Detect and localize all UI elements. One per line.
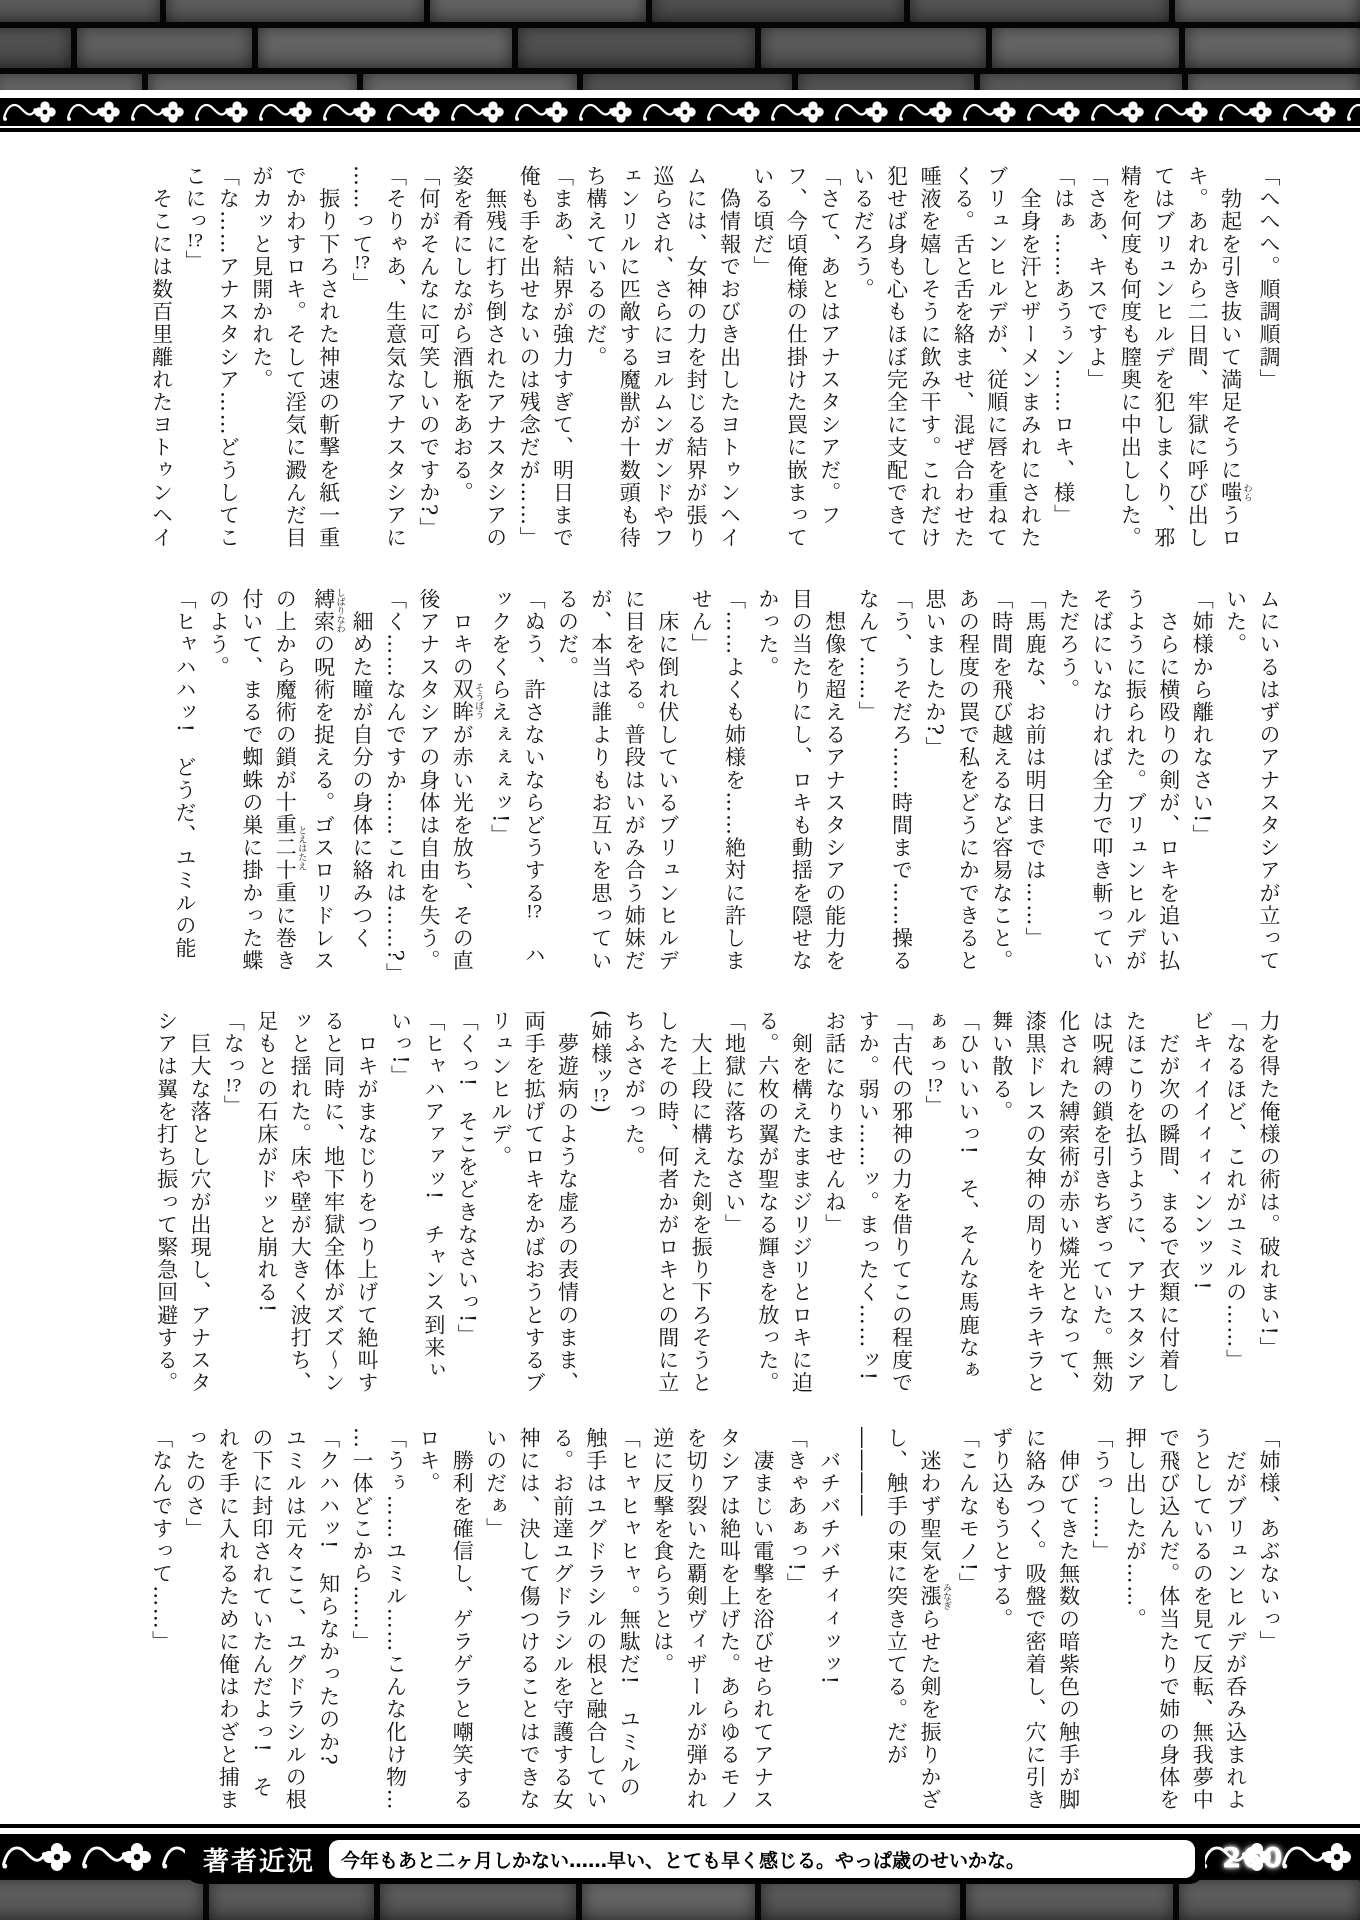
flower-vine-ornament-icon bbox=[384, 99, 448, 125]
flower-vine-ornament-icon bbox=[256, 99, 320, 125]
flower-vine-ornament-icon bbox=[0, 99, 64, 125]
text-column: 巨大な落とし穴が出現し、アナスタ bbox=[188, 1010, 212, 1395]
text-column: ただろう。 bbox=[1056, 588, 1081, 701]
text-column: こにっ!?」 bbox=[183, 165, 207, 273]
text-column: る。六枚の翼が聖なる輝きを放った。 bbox=[755, 1010, 780, 1395]
text-column: 力を得た俺様の術は。破れまい!」 bbox=[1257, 1010, 1281, 1360]
brick-texture-top bbox=[0, 0, 1360, 90]
text-column: 「馬鹿な、お前は明日までは……」 bbox=[1023, 588, 1048, 950]
text-column: いる頃だ」 bbox=[750, 165, 775, 278]
text-column: 「ヒャヒャヒャ。無駄だ! ユミルの bbox=[617, 1427, 642, 1799]
text-column: そこには数百里離れたヨトゥンヘイ bbox=[149, 165, 174, 550]
brick bbox=[992, 28, 1179, 68]
text-band-4 bbox=[144, 1427, 1285, 1819]
text-column: ると同時に、地下牢獄全体がズズ〜ン bbox=[321, 1010, 346, 1395]
text-column: 後アナスタシアの身体は自由を失う。 bbox=[416, 588, 441, 973]
text-column: 「何がそんなに可笑しいのですか?」 bbox=[416, 165, 441, 540]
text-column: 漆黒ドレスの女神の周りをキラキラと bbox=[1023, 1010, 1048, 1395]
text-column: は呪縛の鎖を引きちぎっていた。無効 bbox=[1089, 1010, 1114, 1395]
flower-vine-ornament-icon bbox=[320, 99, 384, 125]
text-column: 姿を肴にしながら酒瓶をあおる。 bbox=[450, 165, 475, 504]
text-column: 神には、決して傷つけることはできな bbox=[517, 1427, 542, 1812]
text-column: ユミルは元々ここ、ユグドラシルの根 bbox=[283, 1427, 308, 1812]
flower-vine-ornament-icon bbox=[640, 99, 704, 125]
brick-row bbox=[0, 28, 1360, 68]
text-band-3 bbox=[149, 1010, 1285, 1402]
text-column: リュンヒルデ。 bbox=[488, 1010, 513, 1169]
text-column: 迷わず聖気を漲 みなぎらせた剣を振りかざ bbox=[917, 1427, 951, 1812]
author-note-box bbox=[329, 1840, 1195, 1878]
text-column: さらに横殴りの剣が、ロキを追い払 bbox=[1156, 588, 1181, 973]
brick bbox=[1188, 74, 1360, 90]
flower-vine-ornament-icon bbox=[0, 1840, 80, 1874]
text-column: れを手に入れるために俺はわざと捕ま bbox=[216, 1427, 241, 1812]
text-column: ったのさ」 bbox=[183, 1427, 207, 1540]
author-news-box bbox=[185, 1834, 1205, 1884]
brick bbox=[761, 1880, 959, 1920]
text-column: に目をやる。普段はいがみ合う姉妹だ bbox=[622, 588, 647, 973]
text-column: が、本当は誰よりもお互いを思ってい bbox=[588, 588, 613, 973]
page-number: 260 bbox=[1222, 1841, 1284, 1874]
text-column: 振り下ろされた神速の斬撃を紙一重 bbox=[316, 165, 341, 550]
flower-vine-ornament-icon bbox=[832, 99, 896, 125]
brick bbox=[980, 74, 1182, 90]
text-column: 全身を汗とザーメンまみれにされた bbox=[1018, 165, 1043, 550]
text-column: 唾液を嬉しそうに飲み干す。これだけ bbox=[917, 165, 942, 550]
text-column: 「さあ、キスですよ」 bbox=[1084, 165, 1109, 391]
text-column: 「くっ! そこをどきなさいっ!」 bbox=[455, 1010, 480, 1347]
flower-vine-ornament-icon bbox=[1024, 99, 1088, 125]
text-column: 目の当たりにし、ロキも動揺を隠せな bbox=[789, 588, 814, 973]
divider-rule-top bbox=[0, 128, 1360, 132]
text-column: ムには、女神の力を封じる結界が張り bbox=[684, 165, 709, 550]
flower-vine-ornament-icon bbox=[768, 99, 832, 125]
text-column: 両手を拡げてロキをかばおうとするブ bbox=[522, 1010, 547, 1395]
text-column: 化された縛索術が赤い燐光となって、 bbox=[1056, 1010, 1081, 1395]
flower-vine-ornament-icon bbox=[64, 99, 128, 125]
text-column: うとしているのを見て反転、無我夢中 bbox=[1190, 1427, 1215, 1812]
text-column: したその時、何者かがロキとの間に立 bbox=[655, 1010, 680, 1395]
text-column: のよう。 bbox=[206, 588, 231, 679]
flower-vine-ornament-icon bbox=[960, 99, 1024, 125]
text-column: 「ヒャハハッ! どうだ、ユミルの能 bbox=[173, 588, 197, 960]
text-column: 「……よくも姉様を……絶対に許しま bbox=[722, 588, 747, 973]
flower-vine-ornament-icon bbox=[1344, 99, 1360, 125]
brick bbox=[77, 28, 252, 68]
brick bbox=[0, 74, 142, 90]
text-column: せん」 bbox=[689, 588, 714, 656]
text-column: 勃起を引き抜いて満足そうに嗤 わらうロ bbox=[1218, 165, 1252, 550]
text-column: 「うっ……」 bbox=[1089, 1427, 1114, 1563]
text-column: 舞い散る。 bbox=[989, 1010, 1014, 1123]
text-column: ぁぁっ!?」 bbox=[922, 1010, 947, 1118]
text-column: 「そりゃあ、生意気なアナスタシアに bbox=[383, 165, 408, 550]
text-column: キ。あれから二日間、牢獄に呼び出し bbox=[1185, 165, 1210, 550]
text-column: 細めた瞳が自分の身体に絡みつく bbox=[350, 588, 375, 950]
text-column: …一体どこから……」 bbox=[350, 1427, 375, 1653]
text-column: るのだ。 bbox=[555, 588, 580, 679]
text-column: 俺も手を出せないのは残念だが……」 bbox=[517, 165, 542, 550]
text-column: 「ひいいいっ! そ、そんな馬鹿なぁ bbox=[956, 1010, 981, 1382]
flower-vine-ornament-icon bbox=[1216, 99, 1280, 125]
text-column: 「こんなモノ!」 bbox=[956, 1427, 981, 1596]
text-column: たほこりを払うように、アナスタシア bbox=[1123, 1010, 1148, 1395]
text-column: うように振られた。ブリュンヒルデが bbox=[1123, 588, 1148, 973]
brick bbox=[363, 74, 578, 90]
brick bbox=[148, 74, 357, 90]
text-column: バチバチバチィィッッ! bbox=[817, 1427, 842, 1686]
text-column: かった。 bbox=[755, 588, 780, 679]
flower-vine-ornament-icon bbox=[192, 99, 256, 125]
tate-chu-yoko: !? bbox=[187, 232, 203, 250]
brick bbox=[430, 0, 646, 22]
text-column: 足もとの石床がドッと崩れる! bbox=[254, 1010, 279, 1314]
text-column: ロキ。 bbox=[416, 1427, 441, 1495]
brick-row bbox=[0, 0, 1360, 22]
text-column: 逆に反撃を食らうとは。 bbox=[650, 1427, 675, 1676]
text-column: 「なっ!?」 bbox=[221, 1010, 246, 1118]
brick bbox=[0, 1880, 203, 1920]
flower-vine-ornament-icon bbox=[576, 99, 640, 125]
text-column: 大上段に構えた剣を振り下ろそうと bbox=[689, 1010, 714, 1395]
text-column: の下に封印されていたんだよっ! そ bbox=[249, 1427, 274, 1799]
text-column: ずり込もうとする。 bbox=[989, 1427, 1014, 1631]
text-column: 「なるほど、これがユミルの……」 bbox=[1223, 1010, 1248, 1372]
text-column: くる。舌と舌を絡ませ、混ぜ合わせた bbox=[951, 165, 976, 550]
text-column: いた。 bbox=[1223, 588, 1248, 656]
brick bbox=[910, 0, 1169, 22]
text-column: ロキがまなじりをつり上げて絶叫す bbox=[355, 1010, 380, 1395]
text-column: に絡みつく。吸盤で密着し、穴に引き bbox=[1023, 1427, 1048, 1812]
text-column: 「クハハッ! 知らなかったのか? bbox=[316, 1427, 341, 1767]
brick bbox=[966, 1880, 1173, 1920]
text-column: すか。弱い……ッ。まったく……ッ! bbox=[856, 1010, 881, 1382]
text-column: 「な……アナスタシア……どうしてこ bbox=[216, 165, 241, 550]
text-column: そばにいなければ全力で叩き斬ってい bbox=[1089, 588, 1114, 973]
brick bbox=[1185, 28, 1360, 68]
text-column: ―――― bbox=[851, 1427, 876, 1518]
text-column: 無残に打ち倒されたアナスタシアの bbox=[483, 165, 508, 550]
text-column: 「まあ、結界が強力すぎて、明日まで bbox=[550, 165, 575, 550]
text-column: ビキィイイィィィンンッッ! bbox=[1190, 1010, 1215, 1292]
text-column: 「古代の邪神の力を借りてこの程度で bbox=[889, 1010, 914, 1395]
text-column: 「う、うそだろ……時間まで……操る bbox=[889, 588, 914, 973]
brick bbox=[582, 1880, 755, 1920]
tate-chu-yoko: !? bbox=[592, 1087, 609, 1105]
text-column: 「姉様から離れなさい!」 bbox=[1190, 588, 1215, 847]
text-band-2 bbox=[168, 588, 1285, 986]
text-column: シアは翼を打ち振って緊急回避する。 bbox=[154, 1010, 179, 1395]
brick bbox=[1175, 0, 1360, 22]
text-column: いっ!」 bbox=[388, 1010, 413, 1088]
brick bbox=[166, 0, 424, 22]
flower-vine-ornament-icon bbox=[512, 99, 576, 125]
text-column: 「姉様、あぶないっ」 bbox=[1257, 1427, 1281, 1653]
text-column: 精を何度も何度も膣奥に中出しした。 bbox=[1118, 165, 1143, 550]
text-column: 「はぁ……あうぅン……ロキ、様」 bbox=[1051, 165, 1076, 527]
brick bbox=[518, 28, 755, 68]
brick bbox=[0, 0, 160, 22]
text-column: いるだろう。 bbox=[851, 165, 876, 301]
text-band-1 bbox=[144, 165, 1285, 557]
brick bbox=[1179, 1880, 1360, 1920]
brick bbox=[761, 28, 986, 68]
text-column: 伸びてきた無数の暗紫色の触手が脚 bbox=[1056, 1427, 1081, 1812]
flower-vine-ornament-icon bbox=[448, 99, 512, 125]
text-column: 犯せば身も心もほぼ完全に支配できて bbox=[884, 165, 909, 550]
brick bbox=[798, 74, 974, 90]
text-column: 「く……なんですか……これは……?」 bbox=[383, 588, 408, 986]
text-column: し、触手の束に突き立てる。だが bbox=[884, 1427, 909, 1766]
text-column: 想像を超えるアナスタシアの能力を bbox=[822, 588, 847, 973]
text-column: ちふさがった。 bbox=[622, 1010, 647, 1169]
text-column: 縛索 しばりなわの呪術を捉える。ゴスロリドレス bbox=[311, 588, 345, 973]
text-column: ェンリルに匹敵する魔獣が十数頭も待 bbox=[617, 165, 642, 550]
tate-chu-yoko: !? bbox=[526, 904, 543, 922]
brick bbox=[380, 1880, 576, 1920]
text-column: ックをくらえぇぇぇッ!」 bbox=[488, 588, 513, 847]
text-column: 「きゃあぁっ!」 bbox=[784, 1427, 809, 1596]
text-column: 触手はユグドラシルの根と融合してい bbox=[583, 1427, 608, 1812]
brick bbox=[583, 74, 792, 90]
text-column: 「時間を飛び越えるなど容易なこと。 bbox=[989, 588, 1014, 973]
flower-vine-ornament-icon bbox=[1280, 1840, 1360, 1874]
text-column: でかわすロキ。そして淫気に澱んだ目 bbox=[283, 165, 308, 550]
text-column: 凄まじい電撃を浴びせられてアナス bbox=[750, 1427, 775, 1812]
text-column: 巡らされ、さらにヨルムンガンドやフ bbox=[650, 165, 675, 550]
text-column: ッと揺れた。床や壁が大きく波打ち、 bbox=[288, 1010, 313, 1395]
divider-rule-bottom bbox=[0, 1824, 1360, 1828]
flower-vine-ornament-icon bbox=[1280, 99, 1344, 125]
author-news-label: 著者近況 bbox=[203, 1846, 316, 1877]
flower-vine-ornament-icon bbox=[1152, 99, 1216, 125]
brick bbox=[0, 28, 71, 68]
text-column: あの程度の罠で私をどうにかできると bbox=[956, 588, 981, 973]
text-column: 夢遊病のような虚ろの表情のまま、 bbox=[555, 1010, 580, 1395]
brick bbox=[209, 1880, 375, 1920]
brick bbox=[652, 0, 904, 22]
text-column: ……って!?」 bbox=[350, 165, 375, 296]
brick bbox=[258, 28, 512, 68]
text-column: ロキの双眸 そうぼうが赤い光を放ち、その直 bbox=[450, 588, 484, 973]
text-column: お話になりませんね」 bbox=[822, 1010, 847, 1236]
text-column: 「ヒャハアァァッ! チャンス到来ぃ bbox=[421, 1010, 446, 1382]
brick-row bbox=[0, 1880, 1360, 1920]
flower-vine-ornament-icon bbox=[80, 1840, 160, 1874]
text-column: だがブリュンヒルデが呑み込まれよ bbox=[1223, 1427, 1248, 1812]
text-column: なんて……」 bbox=[856, 588, 881, 724]
text-column: 「さて、あとはアナスタシアだ。フ bbox=[817, 165, 842, 527]
text-column: で飛び込んだ。体当たりで姉の身体を bbox=[1156, 1427, 1181, 1812]
text-column: 勝利を確信し、ゲラゲラと嘲笑する bbox=[450, 1427, 475, 1812]
text-column: ち構えているのだ。 bbox=[583, 165, 608, 369]
flower-vine-ornament-icon bbox=[1088, 99, 1152, 125]
text-column: 思いましたか?」 bbox=[922, 588, 947, 760]
flower-vine-ornament-icon bbox=[896, 99, 960, 125]
text-column: だが次の瞬間、まるで衣類に付着し bbox=[1156, 1010, 1181, 1395]
text-column: の上から魔術の鎖が十重二十重 とえはたえに巻き bbox=[273, 588, 307, 973]
text-column: 剣を構えたままジリジリとロキに迫 bbox=[789, 1010, 814, 1395]
text-column: 「ぬう、許さないならどうする!? ハ bbox=[522, 588, 547, 967]
tate-chu-yoko: !? bbox=[926, 1077, 943, 1095]
text-column: 押し出したが……。 bbox=[1123, 1427, 1148, 1631]
text-column: 付いて、まるで蜘蛛の巣に掛かった蝶 bbox=[239, 588, 264, 973]
text-column: タシアは絶叫を上げた。あらゆるモノ bbox=[717, 1427, 742, 1812]
text-column: てはブリュンヒルデを犯しまくり、邪 bbox=[1151, 165, 1176, 550]
text-column: フ、今頃俺様の仕掛けた罠に嵌まって bbox=[784, 165, 809, 550]
ornament-border-top bbox=[0, 94, 1360, 128]
text-column: 「地獄に落ちなさい」 bbox=[722, 1010, 747, 1236]
text-column: を切り裂いた覇剣ヴィザールが弾かれ bbox=[684, 1427, 709, 1812]
text-column: 「へへへ。順調順調」 bbox=[1257, 165, 1281, 391]
text-column: 床に倒れ伏しているブリュンヒルデ bbox=[655, 588, 680, 973]
brick-row bbox=[0, 74, 1360, 90]
tate-chu-yoko: !? bbox=[354, 255, 370, 273]
text-column: 偽情報でおびき出したヨトゥンヘイ bbox=[717, 165, 742, 550]
text-column: いのだぁ」 bbox=[483, 1427, 508, 1540]
author-note-text: 今年もあと二ヶ月しかない……早い、とても早く感じる。やっぱ歳のせいかな。 bbox=[341, 1849, 1026, 1872]
text-column: ブリュンヒルデが、従順に唇を重ねて bbox=[984, 165, 1009, 550]
flower-vine-ornament-icon bbox=[704, 99, 768, 125]
text-column: 「なんですって……」 bbox=[149, 1427, 174, 1653]
text-column: 「うぅ……ユミル……こんな化け物… bbox=[383, 1427, 408, 1812]
text-column: ムにいるはずのアナスタシアが立って bbox=[1257, 588, 1281, 973]
tate-chu-yoko: !? bbox=[225, 1077, 242, 1095]
text-column: (姉様ッ!?) bbox=[588, 1010, 613, 1115]
text-column: る。お前達ユグドラシルを守護する女 bbox=[550, 1427, 575, 1812]
flower-vine-ornament-icon bbox=[128, 99, 192, 125]
text-column: がカッと見開かれた。 bbox=[249, 165, 274, 391]
brick-texture-bottom bbox=[0, 1878, 1360, 1920]
